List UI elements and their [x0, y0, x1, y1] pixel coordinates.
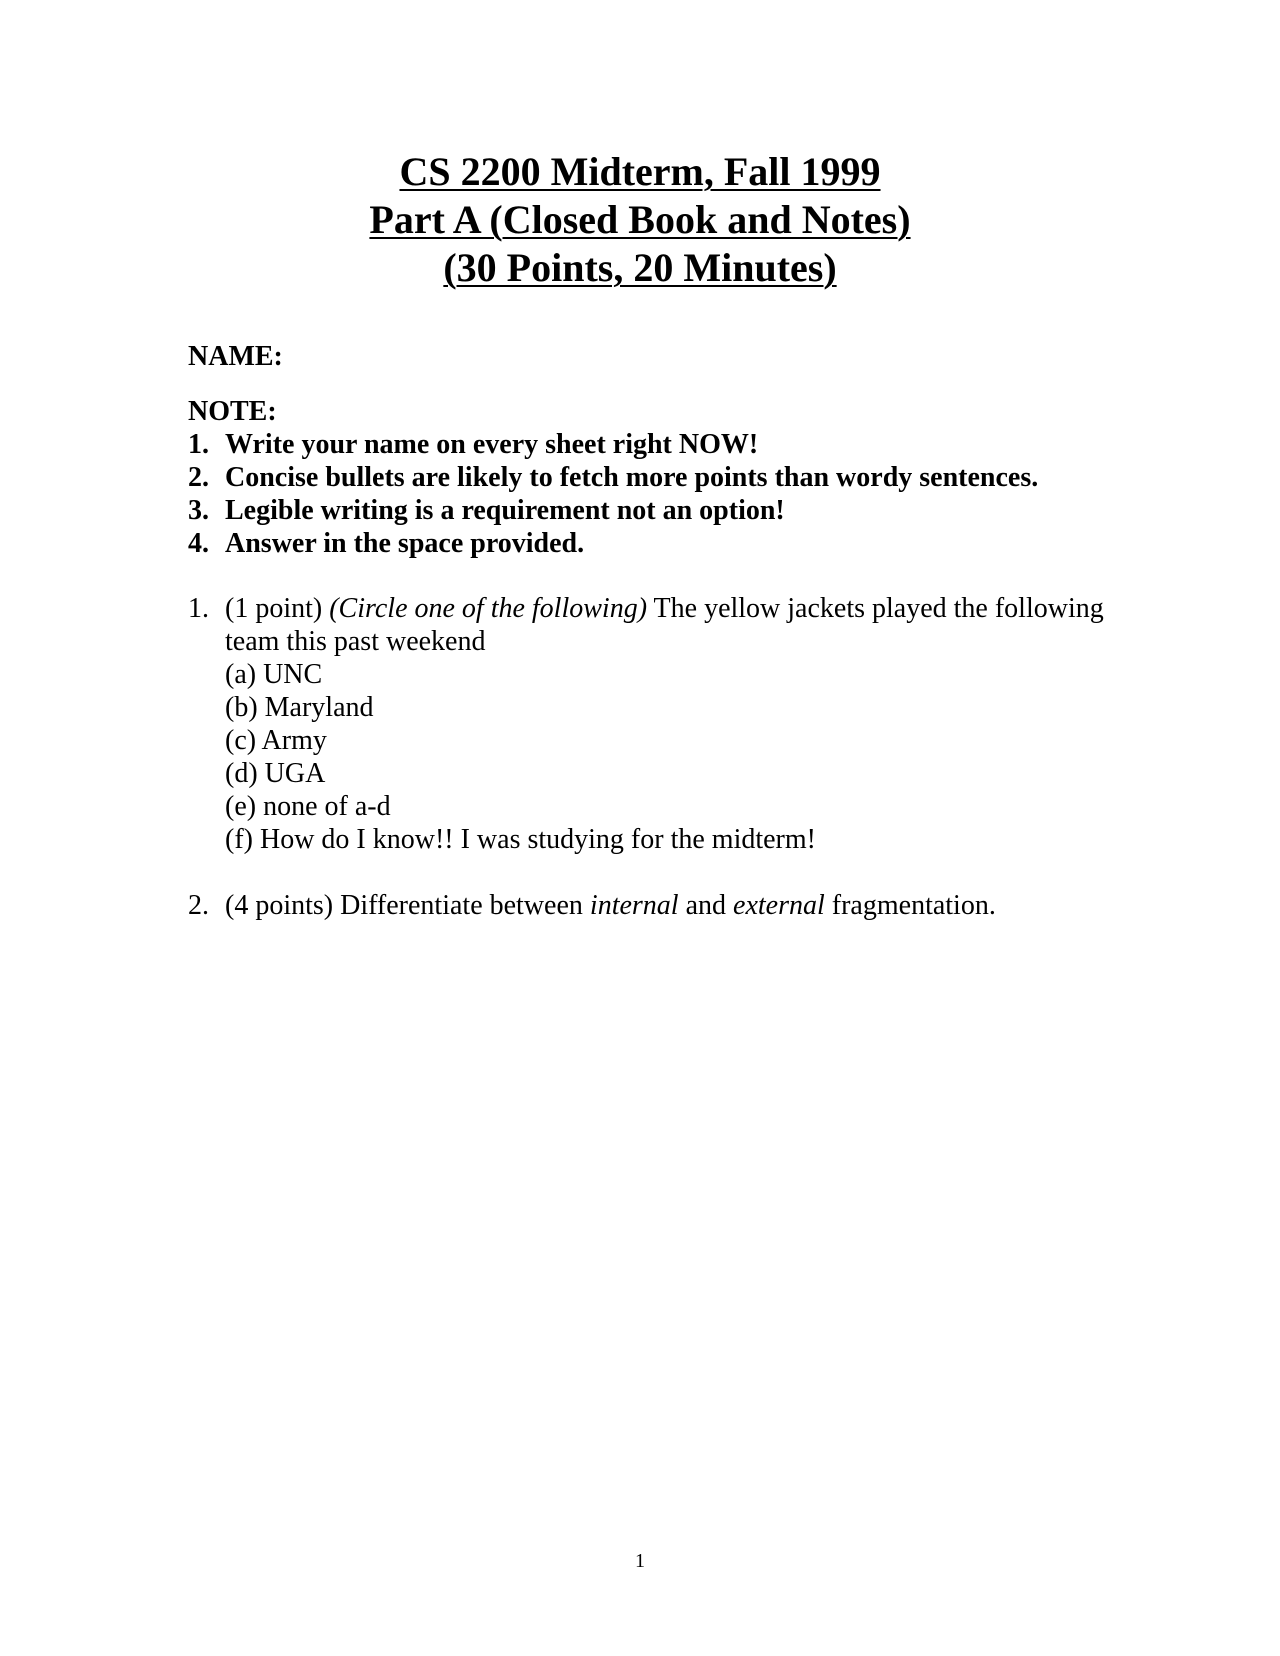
question-2-prompt: (4 points) Differentiate between internal and external fragmentation.: [225, 890, 996, 921]
note-item: 1. Write your name on every sheet right NOW!: [188, 429, 759, 460]
answer-option-c[interactable]: (c) Army: [225, 725, 327, 756]
question-1-body: [225, 592, 1108, 856]
note-item: 2. Concise bullets are likely to fetch more points than wordy sentences.: [188, 462, 1039, 493]
title-line-3: (30 Points, 20 Minutes): [443, 245, 837, 290]
exam-content: [188, 340, 1108, 955]
answer-option-e[interactable]: (e) none of a-d: [225, 791, 391, 822]
answer-option-f[interactable]: (f) How do I know!! I was studying for the midterm!: [225, 824, 816, 855]
note-list: [188, 428, 1108, 560]
title-line-2: Part A (Closed Book and Notes): [369, 197, 911, 242]
note-item: 3. Legible writing is a requirement not an option!: [188, 495, 785, 526]
title-line-1: CS 2200 Midterm, Fall 1999: [399, 149, 881, 194]
answer-option-b[interactable]: (b) Maryland: [225, 692, 374, 723]
note-label: NOTE:: [188, 396, 277, 427]
note-item: 4. Answer in the space provided.: [188, 528, 585, 559]
question-2: 2. (4 points) Differentiate between internal and external fragmentation.: [188, 889, 1108, 922]
name-label: NAME:: [188, 341, 283, 372]
answer-option-d[interactable]: (d) UGA: [225, 758, 326, 789]
exam-title: [0, 148, 1280, 292]
question-list: [188, 592, 1108, 922]
page-number: 1: [635, 1550, 645, 1572]
question-1: 1. (1 point) (Circle one of the following) The yellow jackets played the following team this past weekend (a) UNC (b) Maryland (c) Army (d) UGA (e) none of a-d (f) How do I know!! I was studying for the midterm!: [188, 592, 1108, 856]
answer-option-a[interactable]: (a) UNC: [225, 659, 323, 690]
question-1-prompt: (1 point) (Circle one of the following) The yellow jackets played the following team this past weekend: [225, 593, 1104, 657]
